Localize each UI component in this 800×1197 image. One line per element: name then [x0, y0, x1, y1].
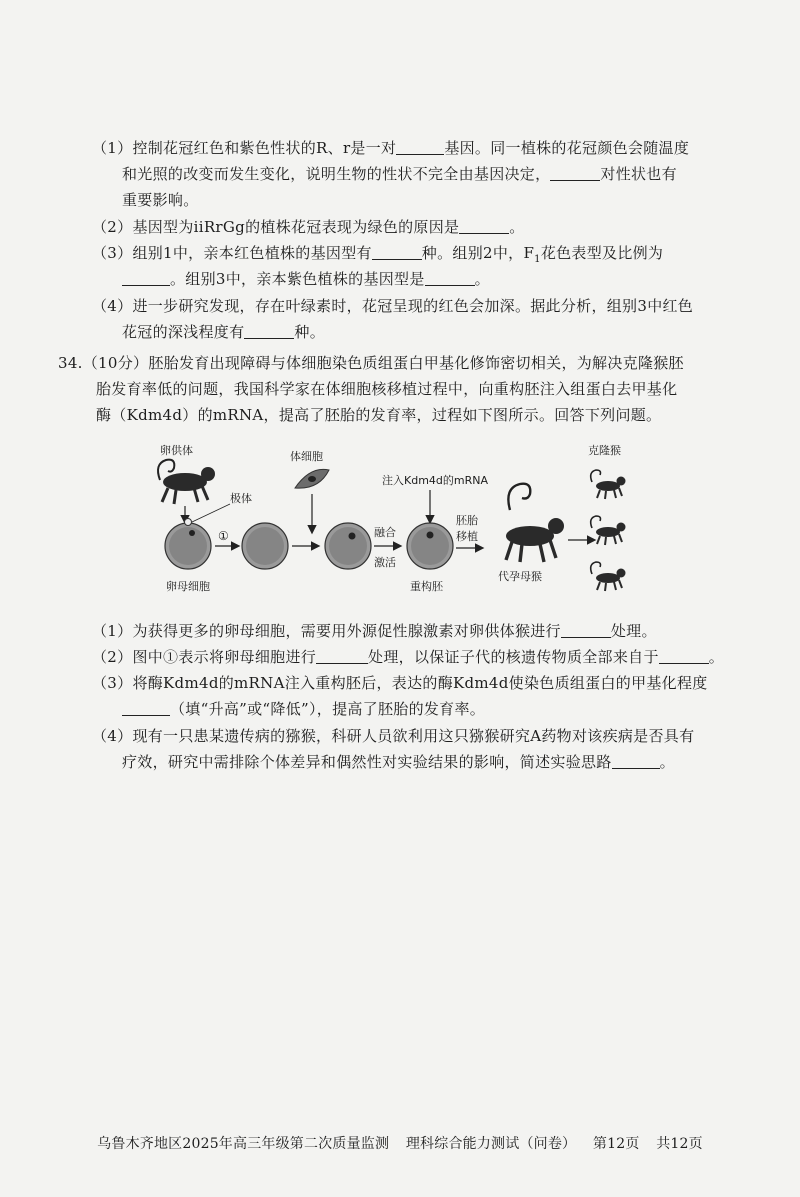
q34-intro-line2: 胎发育率低的问题，我国科学家在体细胞核移植过程中，向重构胚注入组蛋白去甲基化 — [96, 380, 678, 398]
label-somatic: 体细胞 — [290, 450, 323, 463]
answer-blank[interactable] — [316, 649, 368, 664]
label-activation: 激活 — [374, 556, 396, 569]
reconstructed-embryo — [407, 523, 453, 569]
cloning-process-figure — [130, 440, 650, 600]
cloned-monkey-icon — [591, 470, 626, 499]
footer-exam-title: 乌鲁木齐地区2025年高三年级第二次质量监测 — [97, 1136, 390, 1152]
answer-blank[interactable] — [612, 754, 660, 769]
answer-blank[interactable] — [122, 271, 170, 286]
q33-part1-line2: 和光照的改变而发生变化，说明生物的性状不完全由基因决定， 对性状也有 — [122, 165, 677, 183]
q33-part1-line3: 重要影响。 — [122, 191, 199, 209]
label-clone-monkeys: 克隆猴 — [588, 444, 621, 457]
oocyte-cell — [165, 519, 211, 570]
page-footer — [0, 1133, 800, 1153]
label-donor: 卵供体 — [160, 444, 193, 457]
cloned-monkey-icon — [591, 516, 626, 545]
q33-part3-line2: 。组别3中，亲本紫色植株的基因型是 。 — [122, 268, 490, 289]
footer-total-pages: 共12页 — [656, 1136, 703, 1152]
q33-part4-line2: 花冠的深浅程度有 种。 — [122, 323, 326, 341]
q34-intro-line1: 34.（10分）胚胎发育出现障碍与体细胞染色质组蛋白甲基化修饰密切相关，为解决克隆猴胚 — [58, 354, 684, 372]
answer-blank[interactable] — [372, 245, 422, 260]
q33-part3-line1: （3）组别1中，亲本红色植株的基因型有 种。组别2中，$F_1$花色表型及比例为 — [92, 244, 664, 265]
q33-part1-line1: （1）控制花冠红色和紫色性状的R、r是一对 基因。同一植株的花冠颜色会随温度 — [92, 139, 690, 157]
donor-monkey-icon — [158, 460, 215, 504]
q34-part3-line1: （3）将酶Kdm4d的mRNA注入重构胚后，表达的酶Kdm4d使染色质组蛋白的甲基化程度 — [92, 674, 708, 692]
answer-blank[interactable] — [550, 166, 600, 181]
answer-blank[interactable] — [425, 271, 475, 286]
label-fusion: 融合 — [374, 526, 396, 539]
label-inject-mrna: 注入Kdm4d的mRNA — [382, 474, 489, 487]
label-step1: ① — [218, 529, 229, 543]
label-reconstructed-embryo: 重构胚 — [410, 580, 443, 593]
footer-page-number: 第12页 — [592, 1136, 640, 1152]
q34-part2: （2）图中①表示将卵母细胞进行 处理，以保证子代的核遗传物质全部来自于 。 — [92, 648, 725, 666]
answer-blank[interactable] — [561, 623, 611, 638]
q33-part2: （2）基因型为iiRrGg的植株花冠表现为绿色的原因是 。 — [92, 218, 525, 236]
answer-blank[interactable] — [122, 701, 170, 716]
footer-subject: 理科综合能力测试（问卷） — [405, 1136, 577, 1152]
enucleated-oocyte — [242, 523, 288, 569]
answer-blank[interactable] — [396, 140, 444, 155]
answer-blank[interactable] — [659, 649, 709, 664]
label-surrogate: 代孕母猴 — [498, 570, 542, 583]
q34-intro-line3: 酶（Kdm4d）的mRNA，提高了胚胎的发育率，过程如下图所示。回答下列问题。 — [96, 406, 662, 424]
fused-cell — [325, 523, 371, 569]
label-transfer: 移植 — [456, 530, 478, 543]
label-polar-body: 极体 — [230, 492, 252, 505]
q33-part4-line1: （4）进一步研究发现，存在叶绿素时，花冠呈现的红色会加深。据此分析，组别3中红色 — [92, 297, 694, 315]
answer-blank[interactable] — [459, 219, 509, 234]
label-embryo: 胚胎 — [456, 514, 478, 527]
somatic-cell-icon — [295, 469, 329, 488]
q34-part3-line2: （填“升高”或“降低”），提高了胚胎的发育率。 — [122, 698, 485, 719]
surrogate-monkey-icon — [506, 484, 564, 562]
q34-part4-line2: 疗效，研究中需排除个体差异和偶然性对实验结果的影响，简述实验思路 。 — [122, 753, 675, 771]
cloned-monkey-icon — [591, 562, 626, 591]
answer-blank[interactable] — [244, 324, 294, 339]
q34-part4-line1: （4）现有一只患某遗传病的猕猴，科研人员欲利用这只猕猴研究A药物对该疾病是否具有 — [92, 727, 695, 745]
q34-part1: （1）为获得更多的卵母细胞，需要用外源促性腺激素对卵供体猴进行 处理。 — [92, 622, 657, 640]
label-oocyte: 卵母细胞 — [166, 580, 210, 593]
